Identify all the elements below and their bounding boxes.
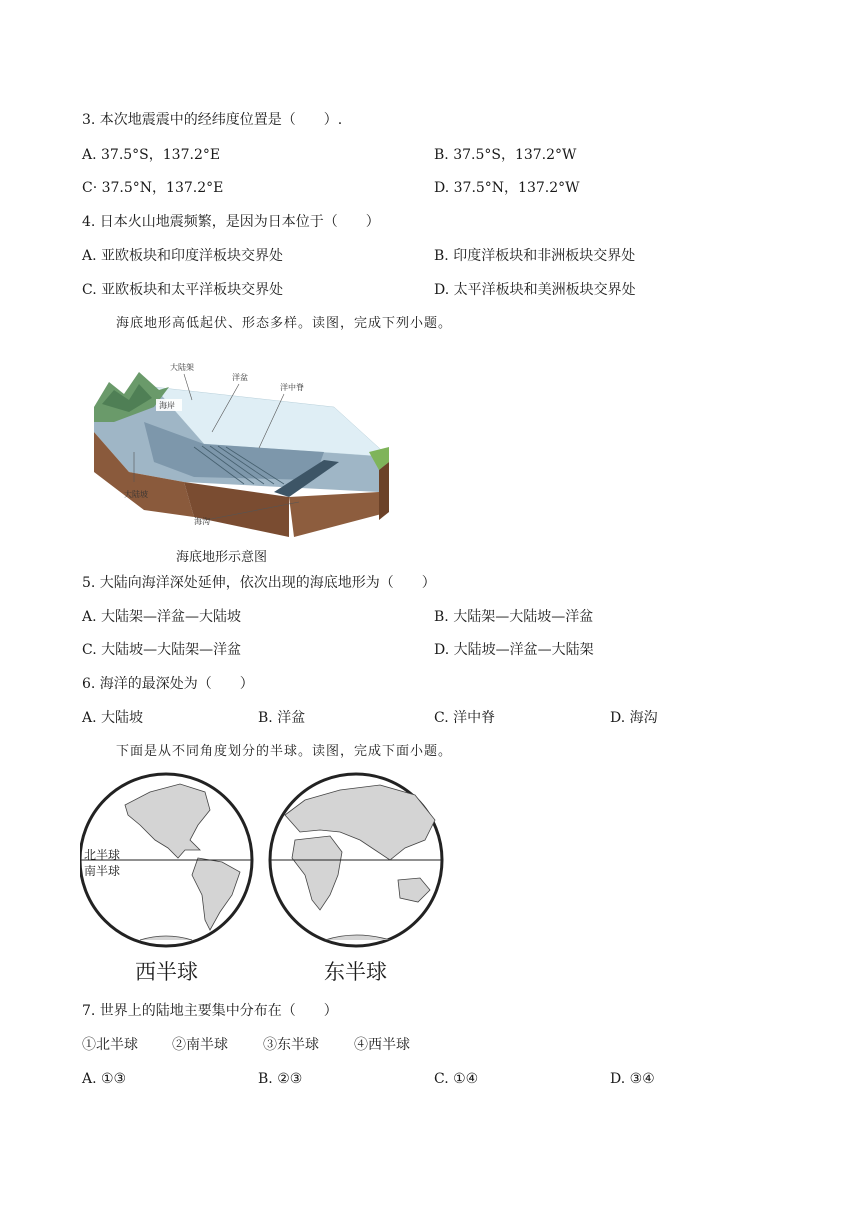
q4-option-b: B. 印度洋板块和非洲板块交界处 <box>434 248 636 264</box>
q7-choice-1: ①北半球 <box>82 1037 138 1053</box>
q3-option-c: C· 37.5°N，137.2°E <box>82 180 224 196</box>
label-continental-shelf: 大陆架 <box>170 363 194 372</box>
label-mid-ocean-ridge: 洋中脊 <box>280 383 304 392</box>
q6-stem: 6. 海洋的最深处为（ ） <box>82 676 254 692</box>
q7-option-c: C. ①④ <box>434 1071 479 1087</box>
intro-hemispheres: 下面是从不同角度划分的半球。读图，完成下面小题。 <box>116 744 453 759</box>
q4-option-a: A. 亚欧板块和印度洋板块交界处 <box>82 248 284 264</box>
q7-choice-4: ④西半球 <box>354 1037 410 1053</box>
seafloor-diagram <box>84 352 394 572</box>
q3-stem: 3. 本次地震震中的经纬度位置是（ ）. <box>82 112 343 128</box>
q6-option-c: C. 洋中脊 <box>434 710 496 726</box>
q4-option-d: D. 太平洋板块和美洲板块交界处 <box>434 282 636 298</box>
intro-seafloor: 海底地形高低起伏、形态多样。读图，完成下列小题。 <box>116 316 453 331</box>
eastern-hemisphere-caption: 东半球 <box>324 960 387 984</box>
q5-option-d: D. 大陆坡—洋盆—大陆架 <box>434 642 594 658</box>
q7-option-b: B. ②③ <box>258 1071 303 1087</box>
q7-stem: 7. 世界上的陆地主要集中分布在（ ） <box>82 1003 338 1019</box>
label-coast: 海岸 <box>159 401 175 410</box>
q3-option-d: D. 37.5°N，137.2°W <box>434 180 580 196</box>
q6-option-b: B. 洋盆 <box>258 710 306 726</box>
seafloor-caption: 海底地形示意图 <box>176 550 268 565</box>
q6-option-d: D. 海沟 <box>610 710 658 726</box>
q7-option-d: D. ③④ <box>610 1071 655 1087</box>
q6-option-a: A. 大陆坡 <box>82 710 144 726</box>
western-hemisphere-caption: 西半球 <box>135 960 198 984</box>
q3-option-a: A. 37.5°S，137.2°E <box>82 147 221 163</box>
q7-choice-2: ②南半球 <box>172 1037 228 1053</box>
hemispheres-figure <box>80 770 450 982</box>
eastern-hemisphere-globe <box>270 774 442 946</box>
q7-choice-3: ③东半球 <box>263 1037 319 1053</box>
label-ocean-basin: 洋盆 <box>232 373 248 382</box>
q5-option-b: B. 大陆架—大陆坡—洋盆 <box>434 609 594 625</box>
q5-stem: 5. 大陆向海洋深处延伸，依次出现的海底地形为（ ） <box>82 575 436 591</box>
q5-option-a: A. 大陆架—洋盆—大陆坡 <box>82 609 242 625</box>
southern-hemisphere-label: 南半球 <box>84 864 121 878</box>
q4-stem: 4. 日本火山地震频繁，是因为日本位于（ ） <box>82 214 380 230</box>
q4-option-c: C. 亚欧板块和太平洋板块交界处 <box>82 282 284 298</box>
q3-option-b: B. 37.5°S，137.2°W <box>434 147 577 163</box>
label-trench: 海沟 <box>194 517 210 526</box>
northern-hemisphere-label: 北半球 <box>84 848 121 862</box>
label-continental-slope: 大陆坡 <box>124 490 148 499</box>
q5-option-c: C. 大陆坡—大陆架—洋盆 <box>82 642 242 658</box>
q7-option-a: A. ①③ <box>82 1071 127 1087</box>
